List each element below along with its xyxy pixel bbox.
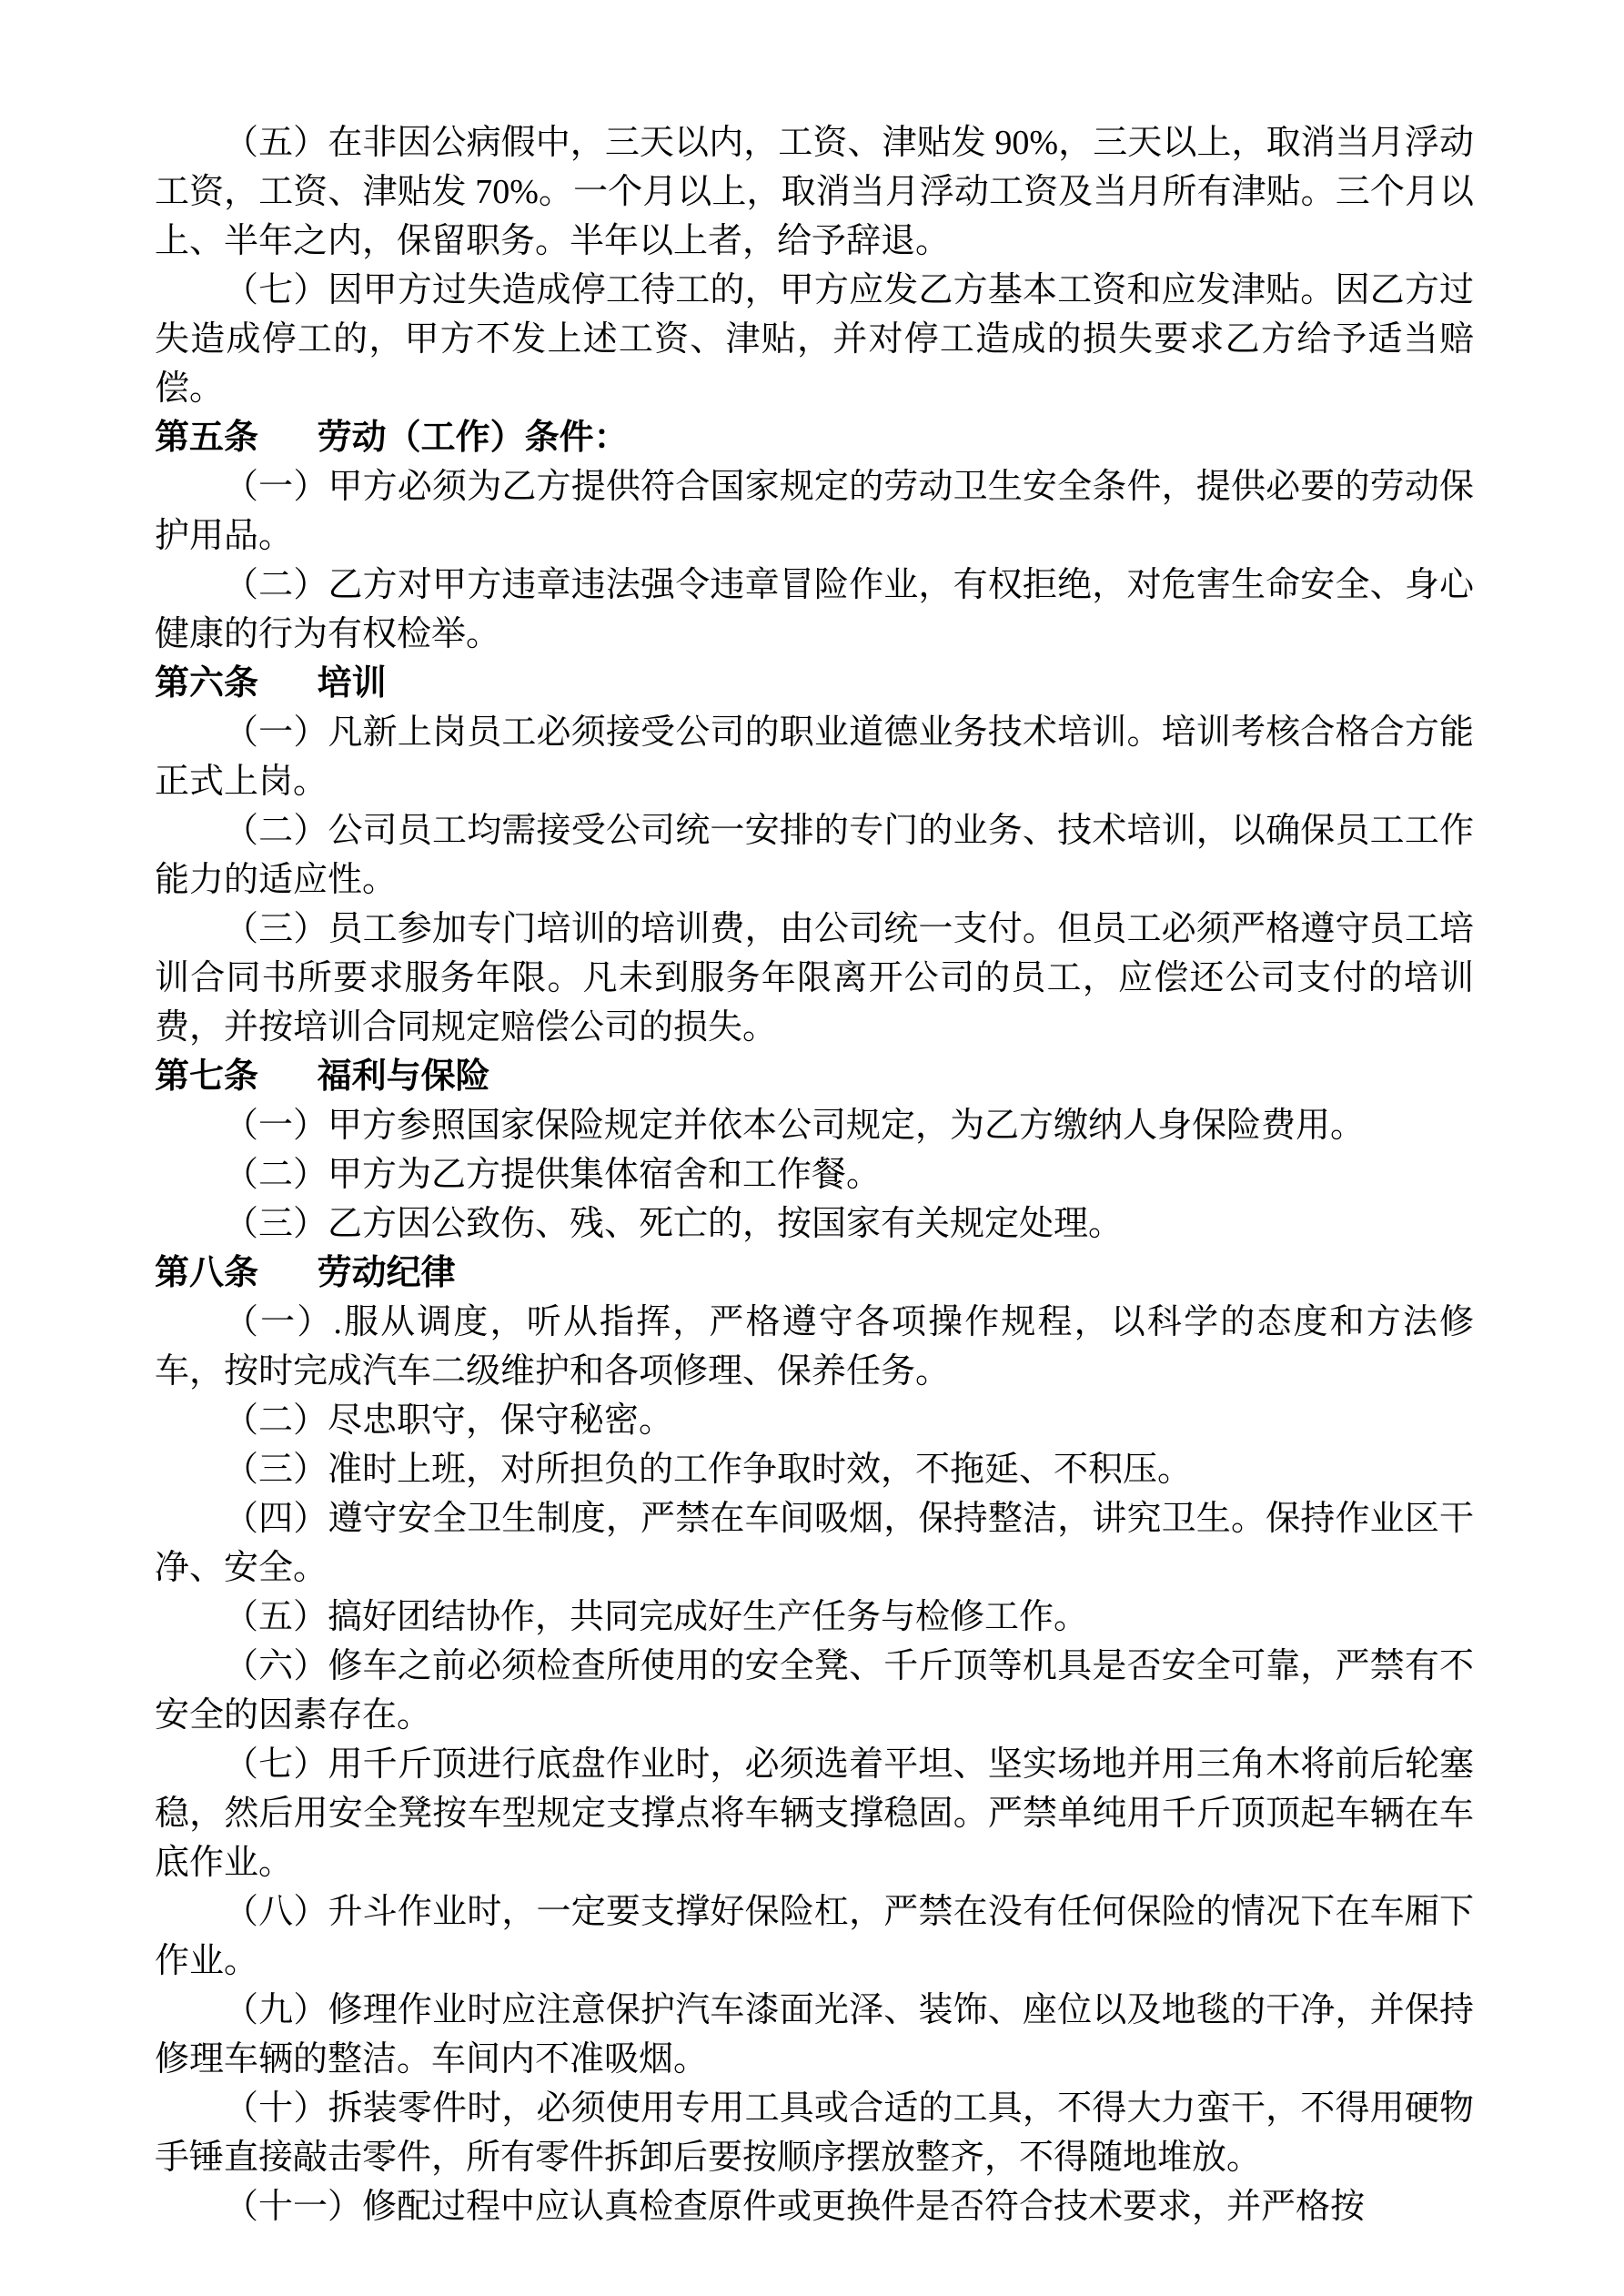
paragraph: （八）升斗作业时，一定要支撑好保险杠，严禁在没有任何保险的情况下在车厢下作业。 xyxy=(155,1893,1474,1980)
paragraph: （二）公司员工均需接受公司统一安排的专门的业务、技术培训，以确保员工工作能力的适应性。 xyxy=(155,812,1474,899)
heading-title: 培训 xyxy=(317,664,387,703)
paragraph: （三）乙方因公致伤、残、死亡的，按国家有关规定处理。 xyxy=(224,1205,1124,1243)
section-heading xyxy=(155,1249,1474,1298)
paragraph: （一）甲方必须为乙方提供符合国家规定的劳动卫生安全条件，提供必要的劳动保护用品。 xyxy=(155,468,1474,555)
section-heading xyxy=(155,659,1474,708)
heading-number: 第八条 xyxy=(155,1254,259,1292)
paragraph: （七）因甲方过失造成停工待工的，甲方应发乙方基本工资和应发津贴。因乙方过失造成停工的，甲方不发上述工资、津贴，并对停工造成的损失要求乙方给予适当赔偿。 xyxy=(155,271,1474,408)
heading-title: 劳动纪律 xyxy=(317,1254,456,1292)
paragraph: （七）用千斤顶进行底盘作业时，必须选着平坦、坚实场地并用三角木将前后轮塞稳，然后用安全凳按车型规定支撑点将车辆支撑稳固。严禁单纯用千斤顶顶起车辆在车底作业。 xyxy=(155,1745,1474,1882)
paragraph: （二）乙方对甲方违章违法强令违章冒险作业，有权拒绝，对危害生命安全、身心健康的行为有权检举。 xyxy=(155,566,1474,653)
paragraph: （五）在非因公病假中，三天以内，工资、津贴发 90%，三天以上，取消当月浮动工资，工资、津贴发 70%。一个月以上，取消当月浮动工资及当月所有津贴。三个月以上、半年之内，保留职务。半年以上者，给予辞退。 xyxy=(155,124,1474,260)
paragraph: （二）尽忠职守，保守秘密。 xyxy=(224,1401,674,1440)
paragraph: （一）甲方参照国家保险规定并依本公司规定，为乙方缴纳人身保险费用。 xyxy=(224,1107,1366,1145)
section-heading xyxy=(155,1052,1474,1101)
heading-number: 第五条 xyxy=(155,419,259,457)
paragraph: （六）修车之前必须检查所使用的安全凳、千斤顶等机具是否安全可靠，严禁有不安全的因素存在。 xyxy=(155,1647,1474,1735)
paragraph: （四）遵守安全卫生制度，严禁在车间吸烟，保持整洁，讲究卫生。保持作业区干净、安全。 xyxy=(155,1500,1474,1587)
heading-title: 福利与保险 xyxy=(317,1057,490,1096)
paragraph: （一）.服从调度，听从指挥，严格遵守各项操作规程，以科学的态度和方法修车，按时完成汽车二级维护和各项修理、保养任务。 xyxy=(155,1303,1474,1391)
paragraph: （三）员工参加专门培训的培训费，由公司统一支付。但员工必须严格遵守员工培训合同书所要求服务年限。凡未到服务年限离开公司的员工，应偿还公司支付的培训费，并按培训合同规定赔偿公司的损失。 xyxy=(155,910,1474,1047)
document-content xyxy=(155,118,1474,2231)
paragraph: （五）搞好团结协作，共同完成好生产任务与检修工作。 xyxy=(224,1598,1089,1636)
heading-number: 第七条 xyxy=(155,1057,259,1096)
section-heading xyxy=(155,413,1474,462)
paragraph: （九）修理作业时应注意保护汽车漆面光泽、装饰、座位以及地毯的干净，并保持修理车辆的整洁。车间内不准吸烟。 xyxy=(155,1991,1474,2079)
paragraph: （十）拆装零件时，必须使用专用工具或合适的工具，不得大力蛮干，不得用硬物手锤直接敲击零件，所有零件拆卸后要按顺序摆放整齐，不得随地堆放。 xyxy=(155,2089,1474,2177)
heading-number: 第六条 xyxy=(155,664,259,703)
paragraph: （三）准时上班，对所担负的工作争取时效，不拖延、不积压。 xyxy=(224,1451,1193,1489)
heading-title: 劳动（工作）条件： xyxy=(317,419,629,457)
paragraph: （十一）修配过程中应认真检查原件或更换件是否符合技术要求，并严格按 xyxy=(224,2188,1366,2226)
paragraph: （一）凡新上岗员工必须接受公司的职业道德业务技术培训。培训考核合格合方能正式上岗。 xyxy=(155,713,1474,801)
paragraph: （二）甲方为乙方提供集体宿舍和工作餐。 xyxy=(224,1156,882,1194)
